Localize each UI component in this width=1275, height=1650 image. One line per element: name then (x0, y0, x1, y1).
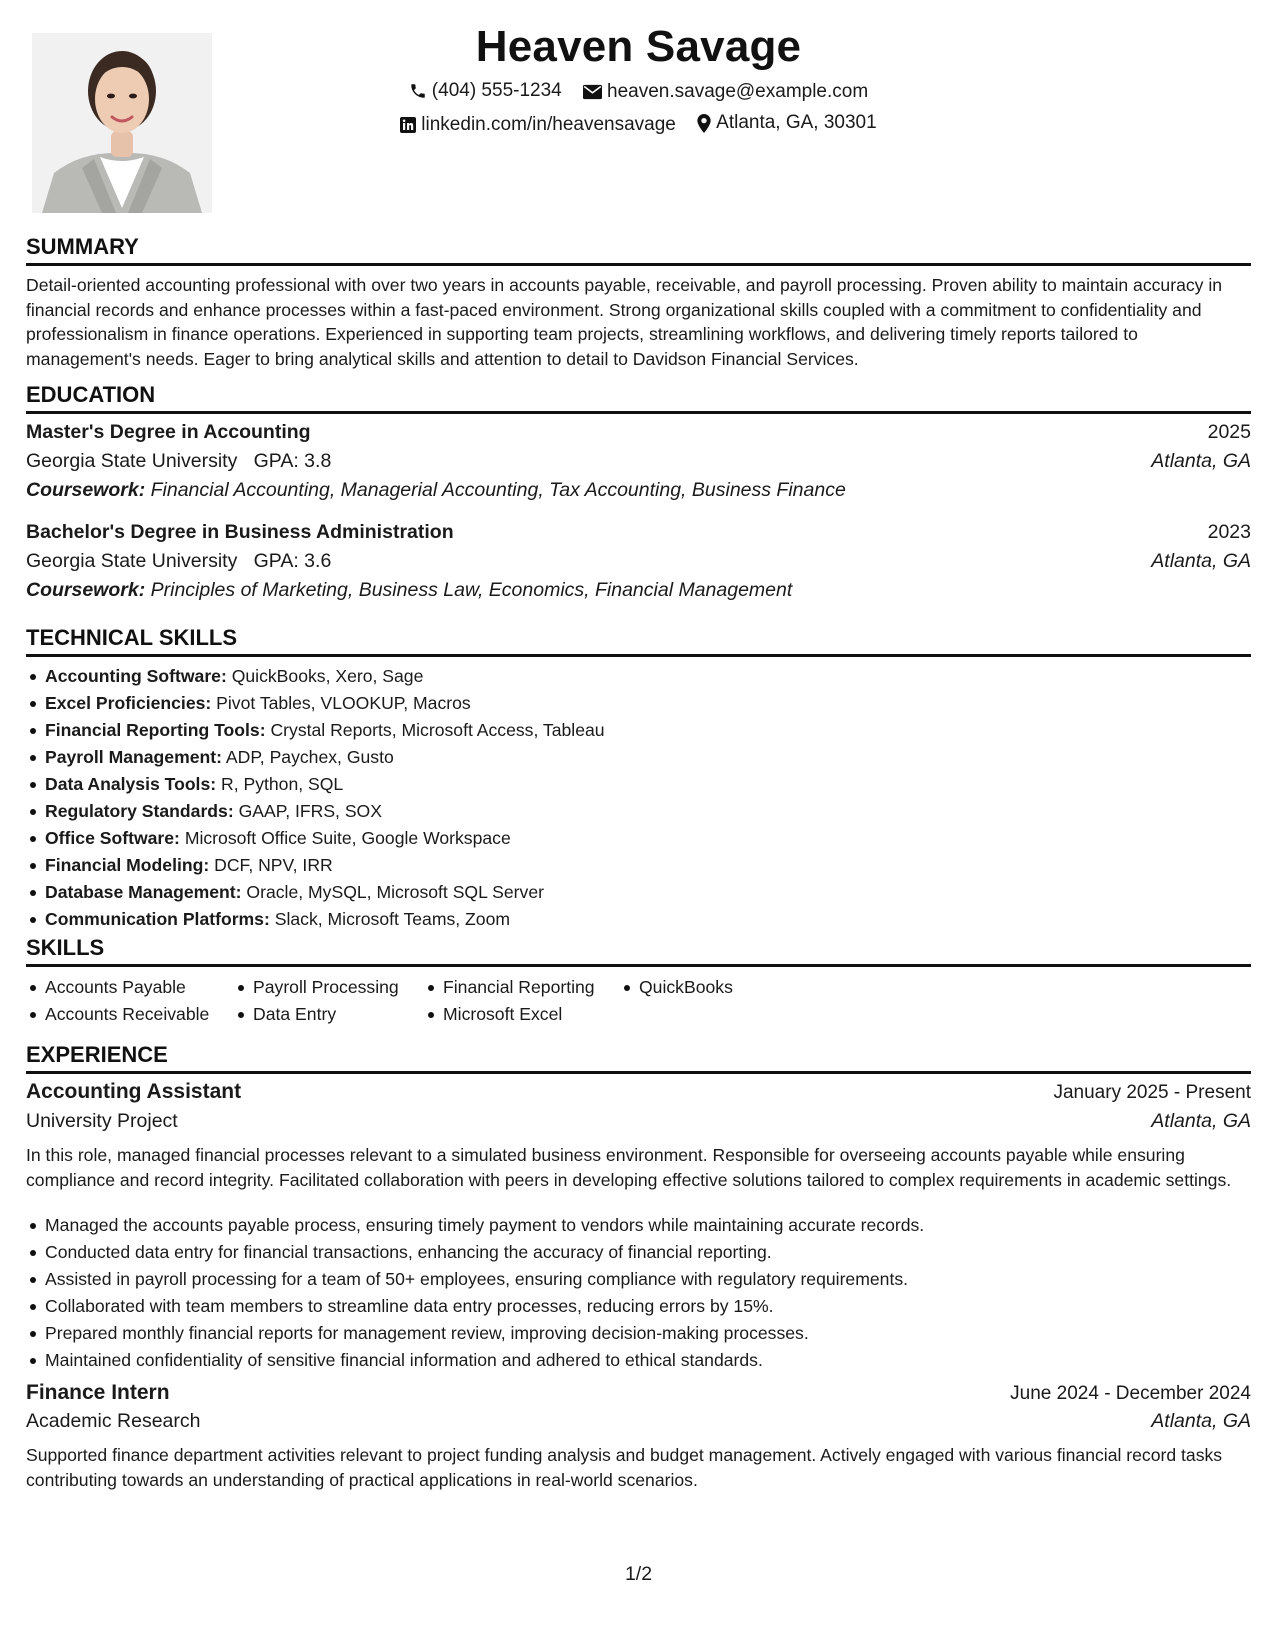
skill-values: Oracle, MySQL, Microsoft SQL Server (246, 882, 544, 902)
skill-values: Microsoft Office Suite, Google Workspace (184, 828, 511, 848)
skill-values: R, Python, SQL (220, 774, 344, 794)
skill-category: Communication Platforms: (45, 909, 270, 929)
list-item (45, 771, 605, 798)
list-item: Data Entry (253, 1001, 399, 1028)
list-item: Managed the accounts payable process, ensuring timely payment to vendors while maintaining accurate records. (45, 1212, 924, 1239)
list-item (45, 744, 605, 771)
job-location: Atlanta, GA (1151, 1110, 1251, 1132)
location-text: Atlanta, GA, 30301 (716, 112, 877, 133)
skill-values: GAAP, IFRS, SOX (238, 801, 382, 821)
contact-phone[interactable] (409, 80, 562, 102)
technical-skills-list (26, 663, 605, 933)
list-item: Financial Reporting (443, 974, 595, 1001)
gpa: GPA: 3.6 (253, 550, 332, 572)
school-line (26, 450, 331, 473)
school-line (26, 550, 331, 573)
job-2-description: Supported finance department activities relevant to project funding analysis and budget management. Actively engaged with various financial record tasks contributing towards an understanding of practical applications in real-world scenarios. (26, 1445, 1223, 1490)
job-location: Atlanta, GA (1151, 1410, 1251, 1432)
skill-values: Pivot Tables, VLOOKUP, Macros (216, 693, 471, 713)
list-item: Microsoft Excel (443, 1001, 595, 1028)
school-name: Georgia State University (26, 450, 238, 472)
job-1-header (26, 1080, 1251, 1104)
skills-column-2 (253, 974, 399, 1028)
degree-year: 2023 (1207, 521, 1251, 543)
list-item: Prepared monthly financial reports for management review, improving decision-making processes. (45, 1320, 924, 1347)
list-item (45, 798, 605, 825)
contact-line-1 (26, 80, 1251, 106)
skills-column-4 (639, 974, 733, 1001)
contact-line-2 (26, 112, 1251, 139)
job-1-org (26, 1110, 1251, 1133)
experience-heading: EXPERIENCE (26, 1042, 1251, 1074)
page-number: 1/2 (624, 1563, 653, 1585)
email-text: heaven.savage@example.com (607, 81, 869, 102)
skill-values: Crystal Reports, Microsoft Access, Tableau (270, 720, 605, 740)
school-location: Atlanta, GA (1151, 450, 1251, 472)
list-item (45, 690, 605, 717)
list-item: Maintained confidentiality of sensitive financial information and adhered to ethical standards. (45, 1347, 924, 1374)
technical-skills-heading: TECHNICAL SKILLS (26, 625, 1251, 657)
summary-heading: SUMMARY (26, 234, 1251, 266)
education-entry-1-coursework (26, 479, 1251, 502)
job-organization: Academic Research (26, 1410, 201, 1432)
list-item: Conducted data entry for financial transactions, enhancing the accuracy of financial reporting. (45, 1239, 924, 1266)
list-item: QuickBooks (639, 974, 733, 1001)
contact-email[interactable] (583, 81, 868, 103)
coursework-list: Financial Accounting, Managerial Accounting, Tax Accounting, Business Finance (150, 479, 846, 501)
linkedin-text: linkedin.com/in/heavensavage (421, 113, 676, 135)
list-item (45, 663, 605, 690)
skill-values: QuickBooks, Xero, Sage (231, 666, 424, 686)
list-item (45, 906, 605, 933)
job-title: Finance Intern (26, 1381, 170, 1404)
skills-column-1 (45, 974, 209, 1028)
job-2-header (26, 1381, 1251, 1405)
contact-location (697, 112, 877, 134)
list-item (45, 879, 605, 906)
education-heading: EDUCATION (26, 382, 1251, 414)
list-item (45, 717, 605, 744)
coursework-label: Coursework: (26, 579, 146, 601)
skill-category: Financial Modeling: (45, 855, 210, 875)
list-item: Accounts Receivable (45, 1001, 209, 1028)
skill-category: Accounting Software: (45, 666, 227, 686)
envelope-icon (583, 84, 602, 100)
phone-icon (409, 82, 427, 100)
list-item (45, 852, 605, 879)
resume-page (26, 0, 1251, 1650)
linkedin-icon (400, 117, 416, 133)
gpa: GPA: 3.8 (253, 450, 332, 472)
map-pin-icon (697, 114, 711, 133)
job-1-description: In this role, managed financial processes relevant to a simulated business environment. Responsible for overseeing accounts payable while ensuring compliance and record integrity. Facilitated collaboration with peers in developing effective solutions tailored to complex requirements in academic settings. (26, 1145, 1232, 1190)
education-entry-1-header (26, 421, 1251, 444)
list-item: Accounts Payable (45, 974, 209, 1001)
skill-values: Slack, Microsoft Teams, Zoom (274, 909, 511, 929)
job-2-org (26, 1410, 1251, 1433)
degree-title: Bachelor's Degree in Business Administration (26, 521, 454, 543)
phone-text: (404) 555-1234 (431, 80, 562, 101)
summary-text: Detail-oriented accounting professional with over two years in accounts payable, receivable, and payroll processing. Proven ability to maintain accuracy in financial records and enhance processes within a fast-paced environment. Strong organizational skills coupled with a commitment to confidentiality and professionalism in finance operations. Experienced in supporting team projects, streamlining workflows, and delivering timely reports tailored to management's needs. Eager to bring analytical skills and attention to detail to Davidson Financial Services. (26, 275, 1223, 369)
skill-values: ADP, Paychex, Gusto (225, 747, 394, 767)
contact-linkedin[interactable] (400, 114, 676, 136)
list-item: Assisted in payroll processing for a team of 50+ employees, ensuring compliance with regulatory requirements. (45, 1266, 924, 1293)
skill-category: Financial Reporting Tools: (45, 720, 266, 740)
job-title: Accounting Assistant (26, 1080, 242, 1103)
list-item (45, 825, 605, 852)
skill-category: Payroll Management: (45, 747, 222, 767)
skill-category: Database Management: (45, 882, 242, 902)
coursework-list: Principles of Marketing, Business Law, Economics, Financial Management (150, 579, 793, 601)
list-item: Collaborated with team members to streamline data entry processes, reducing errors by 15%. (45, 1293, 924, 1320)
school-location: Atlanta, GA (1151, 550, 1251, 572)
school-name: Georgia State University (26, 550, 238, 572)
skill-category: Excel Proficiencies: (45, 693, 212, 713)
job-organization: University Project (26, 1110, 178, 1132)
education-entry-1-school (26, 450, 1251, 473)
degree-title: Master's Degree in Accounting (26, 421, 311, 443)
education-entry-2-school (26, 550, 1251, 573)
skill-category: Regulatory Standards: (45, 801, 234, 821)
skills-heading: SKILLS (26, 935, 1251, 967)
education-entry-2-header (26, 521, 1251, 544)
degree-year: 2025 (1207, 421, 1251, 443)
skills-column-3 (443, 974, 595, 1028)
skill-category: Office Software: (45, 828, 180, 848)
list-item: Payroll Processing (253, 974, 399, 1001)
coursework-label: Coursework: (26, 479, 146, 501)
skill-values: DCF, NPV, IRR (214, 855, 333, 875)
job-dates: January 2025 - Present (1053, 1082, 1251, 1103)
education-entry-2-coursework (26, 579, 1251, 602)
skill-category: Data Analysis Tools: (45, 774, 217, 794)
candidate-name: Heaven Savage (475, 22, 802, 71)
job-1-bullets (26, 1212, 924, 1374)
job-dates: June 2024 - December 2024 (1010, 1383, 1251, 1404)
